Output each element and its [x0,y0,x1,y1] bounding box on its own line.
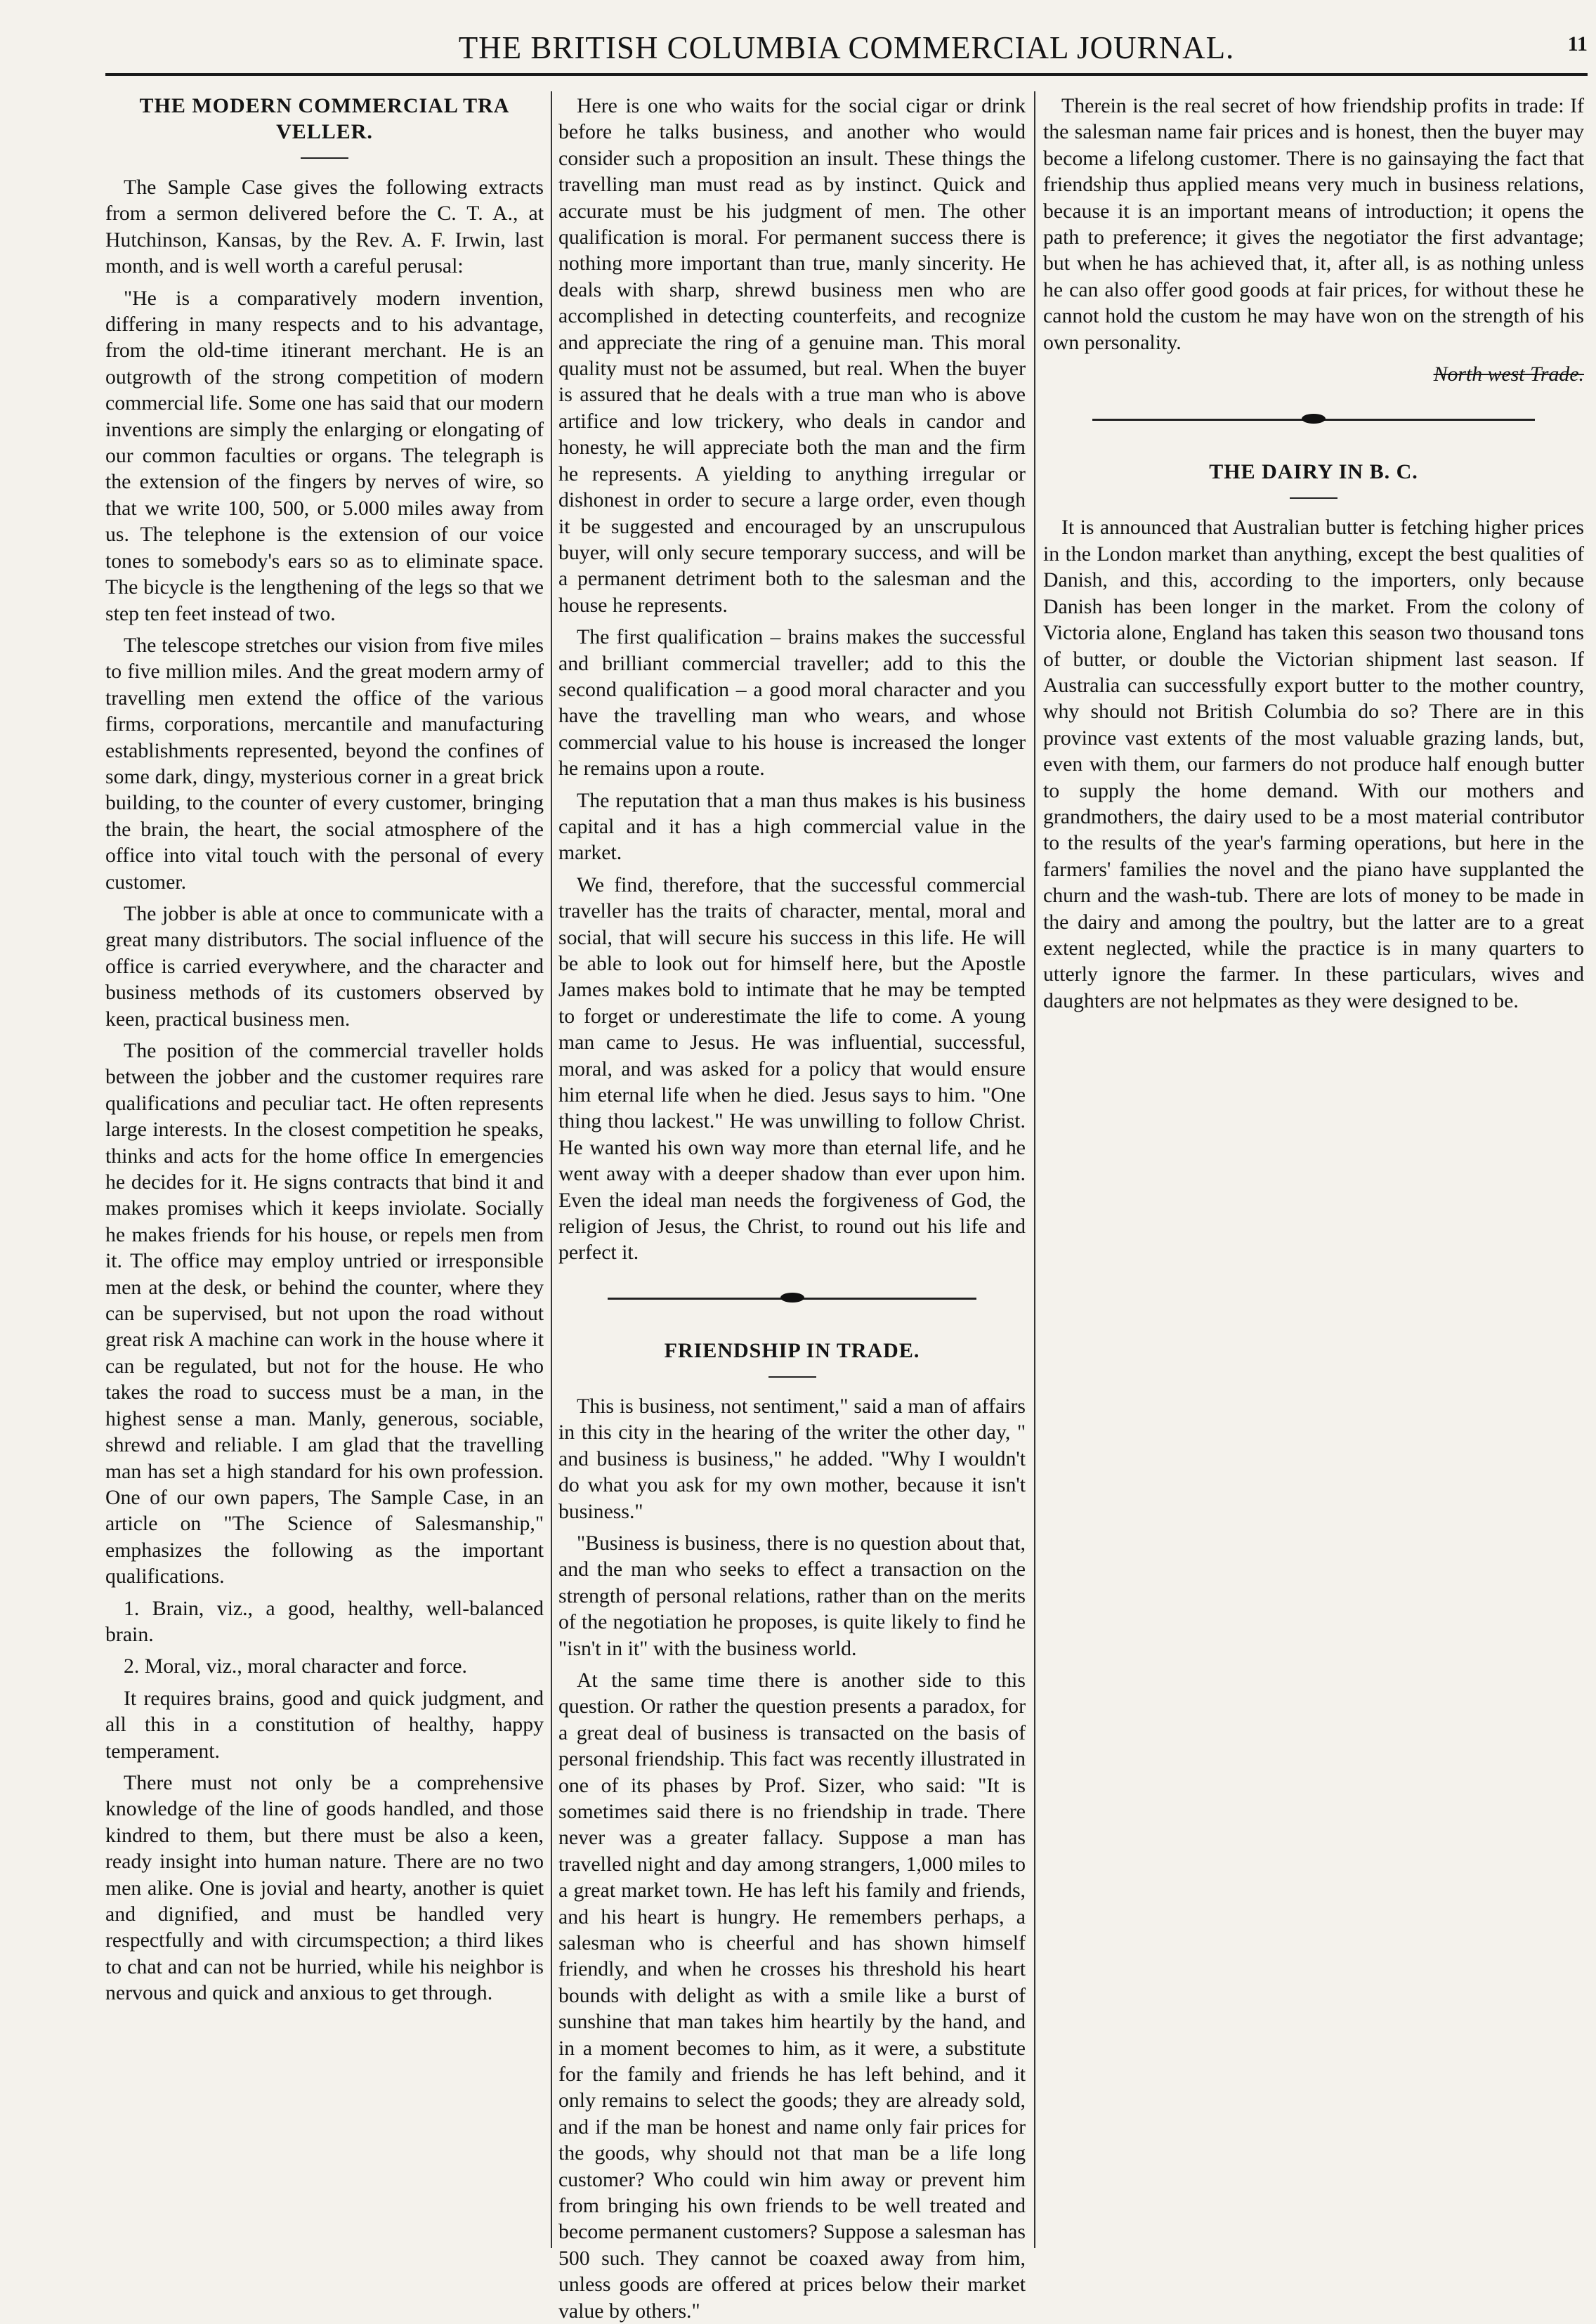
page-number: 11 [1567,32,1588,56]
section-ornament [558,1281,1026,1317]
column-divider [551,91,552,2248]
paragraph: It is announced that Australian butter is fetching higher prices in the London market than anything, except the best qualities of Danish, and this, according to the importers, only because Danish has been longer in the market. From the colony of Victoria alone, England has taken this season two thousand tons of butter, or double the Victorian shipment last season. If Australia can successfully export butter to the mother country, why should not British Columbia do so? There are in this province vast extents of the most valuable grazing lands, but, even with them, our farmers do not produce half enough butter to supply the home demand. With our mothers and grandmothers, the dairy used to be a most material contributor to the results of the year's farming operations, but here in the farmers' families the novel and the piano have supplanted the churn and the wash-tub. There are lots of money to be made in the dairy and among the poultry, but the latter are to a great extent neglected, while the practice is in many quarters to utterly ignore the farmer. In these particulars, wives and daughters are not helpmates as they were designed to be. [1043,516,1584,1012]
paragraph: "He is a comparatively modern invention, differing in many respects and to his advantage, from the old-time itinerant merchant. He is an outgrowth of the strong competition of modern commercial life. Some one has said that our modern inventions are simply the enlarging or elongating of our common faculties or organs. The telegraph is the extension of the fingers by nerves of wire, so that we write 100, 500, or 5.000 miles away from us. The telephone is the extension of our voice tones to somebody's ears so as to eliminate space. The bicycle is the lengthening of the legs so that we step ten feet instead of two. [105,286,544,625]
paragraph: There must not only be a comprehensive knowledge of the line of goods handled, and those kindred to them, but there must be also a keen, ready insight into human nature. There are no two men alike. One is jovial and hearty, another is quiet and dignified, and must be handled very respectfully and with circumspection; a third likes to chat and can not be hurried, while his neighbor is nervous and quick and anxious to get through. [105,1770,544,2005]
column-2 [558,93,1026,2323]
paragraph: The position of the commercial traveller holds between the jobber and the customer requires rare qualifications and peculiar tact. He often represents large interests. In the closest competition he speaks, thinks and acts for the home office In emergencies he decides for it. He signs contracts that bind it and makes promises which it keeps inviolate. Socially he makes friends for his house, or repels men from it. The office may employ untried or irresponsible men at the desk, or behind the counter, where they can be supervised, but not upon the road without great risk A machine can work in the house where it can be regulated, but not for the house. He who takes the road to success must be a man, in the highest sense a man. Manly, generous, sociable, shrewd and reliable. I am glad that the travelling man has set a high standard for his own profession. One of our own papers, The Sample Case, in an article on "The Science of Salesmanship," emphasizes the following as the important qualifications. [105,1039,544,1588]
article-credit: North west Trade. [1433,363,1584,386]
title-rule [768,1376,816,1378]
list-item: 1. Brain, viz., a good, healthy, well-balanced brain. [105,1596,544,1646]
paragraph: "Business is business, there is no question about that, and the man who seeks to effect a transaction on the strength of personal relations, rather than on the merits of the negotiation he proposes, is quite likely to find he "isn't in it" with the business world. [558,1531,1026,1660]
paragraph: We find, therefore, that the successful commercial traveller has the traits of character, mental, moral and social, that will secure his success in this life. He will be able to look out for himself here, but the Apostle James makes bold to intimate that he may be tempted to forget or underestimate the life to come. A young man came to Jesus. He was influential, successful, moral, and was asked for a policy that would ensure him eternal life when he died. Jesus says to him. "One thing thou lackest." He was unwilling to follow Christ. He wanted his own way more than eternal life, and he went away with a deeper shadow than ever upon him. Even the ideal man needs the forgiveness of God, the religion of Jesus, the Christ, to round out his life and perfect it. [558,873,1026,1265]
journal-title: THE BRITISH COLUMBIA COMMERCIAL JOURNAL. [458,30,1235,65]
paragraph: Here is one who waits for the social cigar or drink before he talks business, and another who would consider such a proposition an insult. These things the travelling man must read as by instinct. Quick and accurate must be his judgment of men. The other qualification is moral. For permanent success there is nothing more important than true, manly sincerity. He deals with sharp, shrewd business men who are accomplished in detecting counterfeits, and recognize and appreciate the ring of a genuine man. This moral quality must not be assumed, but real. When the buyer is assured that he deals with a true man who is above artifice and low trickery, who deals in candor and honesty, he will appreciate both the man and the firm he represents. A yielding to anything irregular or dishonest in order to secure a large order, even though it be suggested and encouraged by an unscrupulous buyer, will only secure temporary success, and will be a permanent detriment both to the salesman and the house he represents. [558,94,1026,617]
column-divider [1034,91,1035,2248]
paragraph: This is business, not sentiment," said a man of affairs in this city in the hearing of the writer the other day, " and business is business," he added. "Why I wouldn't do what you ask for my own mother, because it isn't business." [558,1394,1026,1523]
article-title: THE MODERN COMMERCIAL TRA VELLER. [139,94,510,143]
column-3 [1043,93,1584,2243]
article-title: THE DAIRY IN B. C. [1209,460,1418,484]
paragraph: The reputation that a man thus makes is his business capital and it has a high commercial value in the market. [558,788,1026,865]
paragraph: Therein is the real secret of how friendship profits in trade: If the salesman name fair prices and is honest, then the buyer may become a lifelong customer. There is no gainsaying the fact that friendship thus applied means very much in business relations, because it is an important means of introduction; it opens the path to preference; it gives the negotiator the first advantage; but when he has achieved that, it, after all, is as nothing unless he can also offer good goods at fair prices, for without these he cannot hold the custom he may have won on the strength of his own personality. [1043,94,1584,354]
page-header [105,24,1588,73]
paragraph: The Sample Case gives the following extracts from a sermon delivered before the C. T. A., at Hutchinson, Kansas, by the Rev. A. F. Irwin, last month, and is well worth a careful perusal: [105,176,544,278]
title-rule [1290,497,1337,499]
paragraph: The jobber is able at once to communicate with a great many distributors. The social influence of the office is carried everywhere, and the character and business methods of its customers observed by keen, practical business men. [105,901,544,1031]
article-title: FRIENDSHIP IN TRADE. [664,1338,920,1362]
paragraph: At the same time there is another side to this question. Or rather the question presents a paradox, for a great deal of business is transacted on the basis of personal friendship. This fact was recently illustrated in one of its phases by Prof. Sizer, who said: "It is sometimes said there is no friendship in trade. There never was a greater fallacy. Suppose a man has travelled night and day among strangers, 1,000 miles to a great market town. He has left his family and friends, and his heart is hungry. He remembers perhaps, a salesman who is cheerful and has shown himself friendly, and when he crosses his threshold his heart bounds with delight as with a smile like a burst of sunshine that man takes him heartily by the hand, and in a moment becomes to him, as it were, a substitute for the family and friends he has left behind, and it only remains to select the goods; they are already sold, and if the man be honest and name only fair prices for the goods, why should not that man be a life long customer? Who could win him away or prevent him from bringing his own friends to be well treated and become permanent customers? Suppose a salesman has 500 such. They cannot be coaxed away from him, unless goods are offered at prices below their market value by others." [558,1668,1026,2323]
column-1 [105,93,544,2243]
paragraph: The first qualification – brains makes the successful and brilliant commercial traveller; add to this the second qualification – a good moral character and you have the travelling man who wears, and whose commercial value to his house is increased the longer he remains upon a route. [558,625,1026,781]
title-rule [301,157,348,159]
paragraph: It requires brains, good and quick judgment, and all this in a constitution of healthy, happy temperament. [105,1686,544,1763]
list-item: 2. Moral, viz., moral character and force. [124,1654,467,1678]
paragraph: The telescope stretches our vision from five miles to five million miles. And the great modern army of travelling men extend the office of the various firms, corporations, mercantile and manufacturing establishments represented, beyond the confines of some dark, dingy, mysterious corner in a great brick building, to the counter of every customer, bringing the brain, the heart, the social atmosphere of the office into vital touch with the personal of every customer. [105,633,544,894]
section-ornament [1043,403,1584,438]
header-rule [105,73,1588,76]
